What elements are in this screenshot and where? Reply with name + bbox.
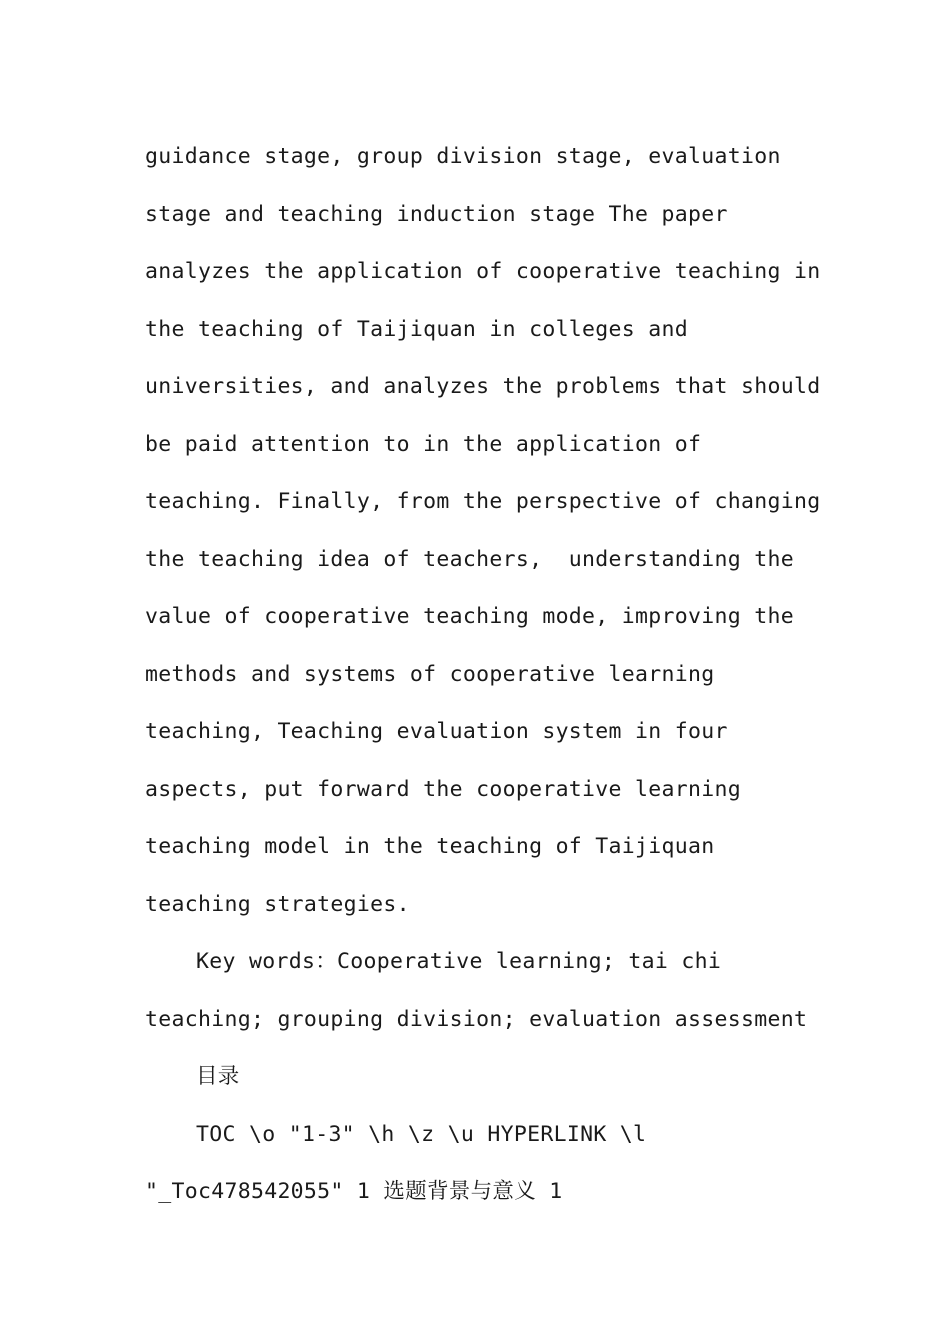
keywords-line: teaching; grouping division; evaluation assessment: [145, 1007, 808, 1032]
body-text-line: guidance stage, group division stage, evaluation: [145, 144, 781, 169]
keywords-line: Key words：Cooperative learning; tai chi: [196, 949, 722, 974]
body-text-line: the teaching idea of teachers, understanding the: [145, 547, 794, 572]
body-text-line: the teaching of Taijiquan in colleges and: [145, 317, 689, 342]
body-text-line: methods and systems of cooperative learning: [145, 662, 715, 687]
body-text-line: stage and teaching induction stage The paper: [145, 202, 728, 227]
body-text-line: universities, and analyzes the problems that should: [145, 374, 821, 399]
toc-field-code: TOC \o "1-3" \h \z \u HYPERLINK \l: [196, 1122, 647, 1147]
body-text-line: teaching strategies.: [145, 892, 410, 917]
body-text-line: teaching. Finally, from the perspective of changing: [145, 489, 821, 514]
body-text-line: be paid attention to in the application of: [145, 432, 702, 457]
body-text-line: aspects, put forward the cooperative learning: [145, 777, 741, 802]
body-text-line: teaching model in the teaching of Taijiquan: [145, 834, 715, 859]
toc-entry-link[interactable]: "_Toc478542055" 1 选题背景与意义 1: [145, 1179, 563, 1204]
toc-heading: 目录: [196, 1064, 240, 1089]
body-text-line: value of cooperative teaching mode, improving the: [145, 604, 794, 629]
body-text-line: analyzes the application of cooperative teaching in: [145, 259, 821, 284]
body-text-line: teaching, Teaching evaluation system in four: [145, 719, 728, 744]
